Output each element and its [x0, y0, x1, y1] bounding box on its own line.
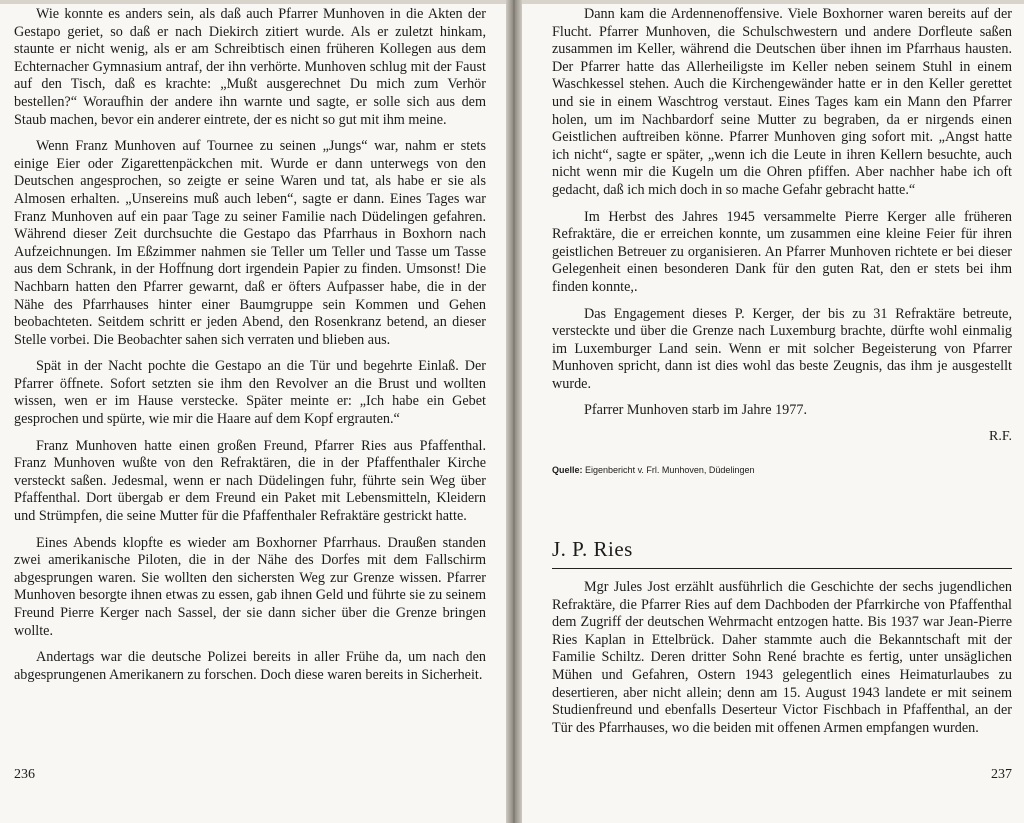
page-number-right: 237 — [991, 767, 1012, 782]
paragraph-night-search: Spät in der Nacht pochte die Gestapo an die Tür und begehrte Einlaß. Der Pfarrer öffnete. Sofort setzten sie ihm den Revolver an die Brust und wollten wissen, wen er im Hause verstecke. Später meinte er: „Ich habe ein Gebet gesprochen und spürte, wie mir die Haare auf dem Kopf ergrauten.“ — [14, 358, 486, 428]
author-initials: R.F. — [988, 429, 1012, 445]
paragraph-police-next-day: Andertags war die deutsche Polizei bereits in aller Frühe da, um nach den abgesprungenen Amerikanern zu forschen. Doch diese waren bereits in Sicherheit. — [14, 649, 486, 683]
left-page — [0, 0, 506, 823]
heading-rule — [552, 568, 1012, 569]
source-note — [552, 465, 1012, 475]
page-edge-shadow — [0, 0, 506, 4]
paragraph-tournee: Wenn Franz Munhoven auf Tournee zu seinen „Jungs“ war, nahm er stets einige Eier oder Zigarettenpäckchen mit. Wurde er dann unterwegs von den Deutschen angesprochen, so zeigte er seine Waren und tat, als habe er sie als Almosen erhalten. „Unsereins muß auch leben“, sagte er dann. Eines Tages war Franz Munhoven auf ein paar Tage zu seiner Familie nach Düdelingen gefahren. Während dieser Zeit durchsuchte die Gestapo das Pfarrhaus in Boxhorn nach Aufzeichnungen. Im Eßzimmer nahmen sie Teller um Teller und Tasse um Tasse aus dem Schrank, in der Hoffnung dort irgendein Papier zu finden. Umsonst! Die Nachbarn hatten den Pfarrer gewarnt, daß er öfters Aufpasser habe, die in der Nähe des Pfarrhauses hinter einer Baumgruppe sein Kommen und Gehen beobachteten. Seitdem schritt er jeden Abend, den Rosenkranz betend, an dieser Stelle vorbei. Die Beobachter sahen sich verraten und blieben aus. — [14, 138, 486, 348]
book-gutter — [506, 0, 522, 823]
paragraph-american-pilots: Eines Abends klopfte es wieder am Boxhorner Pfarrhaus. Draußen standen zwei amerikanische Piloten, die in der Nähe des Dorfes mit dem Fallschirm abgesprungen waren. Sie wollten den sichersten Weg zur Grenze wissen. Pfarrer Munhoven besorgte ihnen etwas zu essen, gab ihnen Geld und führte sie zu seinem Freund Pierre Kerger nach Sassel, der sie dann sicher über die Grenze bringen wollte. — [14, 534, 486, 639]
right-page — [522, 0, 1024, 823]
page-number-left: 236 — [14, 767, 35, 782]
source-label: Quelle: — [552, 465, 583, 476]
paragraph-autumn-1945: Im Herbst des Jahres 1945 versammelte Pierre Kerger alle früheren Refraktäre, die er erreichen konnte, um zusammen eine kleine Feier für ihren geistlichen Betreuer zu organisieren. An Pfarrer Munhoven richtete er bei dieser Gelegenheit einen besonderen Dank für den guten Rat, den er stets bei ihm finden konnte,. — [552, 208, 1012, 295]
source-text: Eigenbericht v. Frl. Munhoven, Düdelingen — [585, 465, 755, 476]
section-heading: J. P. Ries — [552, 537, 633, 562]
paragraph-jost-story: Mgr Jules Jost erzählt ausführlich die Geschichte der sechs jugendlichen Refraktäre, die Pfarrer Ries auf dem Dachboden der Pfarrkirche von Pfaffenthal dem Zugriff der deutschen Wehrmacht entzogen hatte. Bis 1937 war Jean-Pierre Ries Kaplan in Ettelbrück. Daher stammte auch die Bekanntschaft mit der Familie Schiltz. Deren dritter Sohn René brachte es fertig, unter unsäglichen Mühen und Gefahren, Ostern 1943 gelegentlich eines Heimaturlaubes zu desertieren, aber nicht allein; denn am 15. August 1943 landete er mit seinem Studienfreund und ebenfalls Deserteur Victor Fischbach in Pfaffenthal, an der Tür des Pfarrhauses, wo die beiden mit offenen Armen empfangen wurden. — [552, 579, 1012, 736]
paragraph-kerger-engagement: Das Engagement dieses P. Kerger, der bis zu 31 Refraktäre betreute, versteckte und über die Grenze nach Luxemburg brachte, dürfte wohl einmalig im Luxemburger Land sein. Wenn er mit solcher Begeisterung von Pfarrer Munhoven spricht, dann ist dies wohl das beste Zeugnis, das ihm je ausgestellt wurde. — [552, 305, 1012, 392]
page-edge-shadow — [522, 0, 1024, 4]
paragraph-pfarrer-ries-friend: Franz Munhoven hatte einen großen Freund, Pfarrer Ries aus Pfaffenthal. Franz Munhoven wußte von den Refraktären, die in der Pfaffenthaler Kirche versteckt saßen. Jedesmal, wenn er nach Düdelingen fuhr, führte sein Weg über Pfaffenthal. Dort übergab er dem Freund ein Paket mit Lebensmitteln, Kleidern und Strümpfen, die seine Mutter für die Pfaffenthaler Refraktäre gestrickt hatte. — [14, 437, 486, 525]
paragraph-death-1977: Pfarrer Munhoven starb im Jahre 1977. — [584, 402, 808, 419]
paragraph-gestapo-diekirch: Wie konnte es anders sein, als daß auch Pfarrer Munhoven in die Akten der Gestapo geriet, so daß er nach Diekirch zitiert wurde. Als er zuletzt hinkam, staunte er nicht wenig, als er am Schreibtisch einen früheren Kollegen aus dem Echternacher Gymnasium antraf, der ihn verhörte. Munhoven schlug mit der Faust auf den Tisch, daß es krachte: „Mußt ausgerechnet Du mich zum Verhör bestellen?“ Woraufhin der andere ihn warnte und sagte, er solle sich aus dem Staub machen, bevor ein anderer eintrete, der es nicht so gut mit ihm meine. — [14, 6, 486, 128]
paragraph-ardennes-offensive: Dann kam die Ardennenoffensive. Viele Boxhorner waren bereits auf der Flucht. Pfarrer Munhoven, die Schulschwestern und andere Dorfleute saßen zusammen im Keller, während die Deutschen über ihnen im Pfarrhaus hausten. Der Pfarrer hatte das Allerheiligste im Keller neben seinem Stuhl in einem Waschkessel stehen. Auch die Kirchengewänder hatte er in den Keller gerettet und sie in einem Waschtrog verstaut. Eines Tages kam ein Mann den Pfarrer holen, um im Nachbardorf seine Mutter zu begraben, da er nirgends einen Geistlichen auftreiben könne. Pfarrer Munhoven ging sofort mit. „Angst hatte ich nicht“, sagte er später, „wenn ich die Leute in ihren Kellern besuchte, auch nicht wenn mir die Kugeln um die Ohren pfiffen. Aber nachher habe ich oft gedacht, daß ich mich doch in so mache Gefahr gebracht hatte.“ — [552, 6, 1012, 198]
